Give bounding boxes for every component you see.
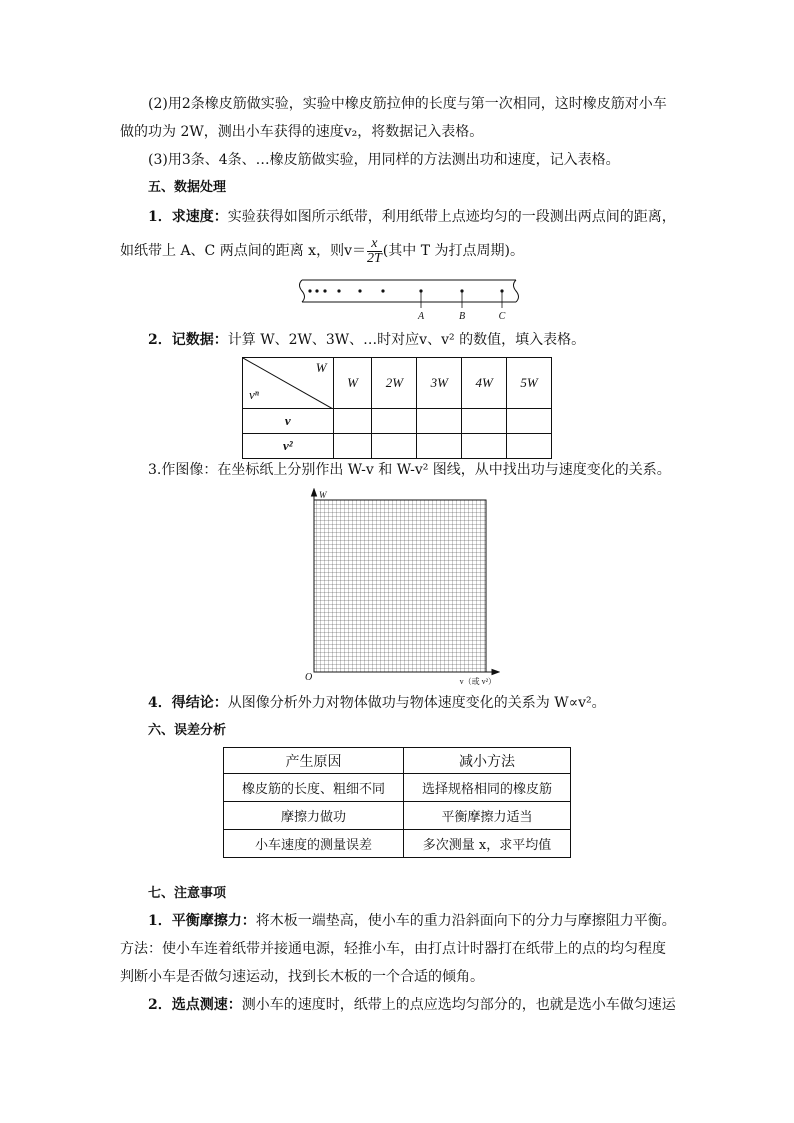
tape-dot [337,289,340,292]
error-table-cell: 选择规格相同的橡皮筋 [404,774,571,802]
error-table-cell: 平衡摩擦力适当 [404,802,571,830]
x-axis-arrow [492,670,499,675]
table-corner-cell [243,358,334,409]
corner-bottom-label: vⁿ [249,387,259,402]
p4-title: 4．得结论： [148,695,228,711]
error-table-header: 产生原因 [224,748,404,774]
notes-p1-text: 将木板一端垫高，使小车的重力沿斜面向下的分力与摩擦阻力平衡。 [255,913,676,929]
table-cell [507,409,552,434]
tape-dot [323,289,326,292]
fraction-numerator: x [367,237,382,252]
table-cell [462,434,507,459]
table-col-header: 5W [507,358,552,409]
table-cell [333,409,372,434]
fraction-denominator: 2T [366,250,382,266]
section7-heading: 七、注意事项 [148,886,227,901]
step3-text: (3)用3条、4条、…橡皮筋做实验，用同样的方法测出功和速度，记入表格。 [148,152,620,168]
step2-line2: 做的功为 2W，测出小车获得的速度v₂，将数据记入表格。 [120,124,484,140]
error-table-cell: 摩擦力做功 [224,802,404,830]
p2-line [148,330,585,350]
y-axis-arrow [312,489,317,496]
notes-p2-text: 测小车的速度时，纸带上的点应选均匀部分的，也就是选小车做匀速运 [241,997,676,1013]
tape-dot [381,289,384,292]
p1-line2-b: (其中 T 为打点周期)。 [382,243,524,259]
table-cell [372,434,417,459]
p2-text: 计算 W、2W、3W、…时对应v、v² 的数值，填入表格。 [227,332,586,348]
table-col-header: 2W [372,358,417,409]
table-col-header: 3W [417,358,462,409]
p4-line [148,693,606,713]
velocity-fraction [367,237,382,266]
table-cell [372,409,417,434]
p1-line2 [120,236,524,266]
tape-left-edge [300,280,305,302]
table-col-header: W [333,358,372,409]
tape-dot [308,289,311,292]
error-analysis-table [223,747,571,858]
notes-p1-line1 [148,911,676,931]
error-table-cell: 小车速度的测量误差 [224,830,404,858]
p3-text: 3.作图像：在坐标纸上分别作出 W-v 和 W-v² 图线，从中找出功与速度变化的关系。 [148,462,671,478]
notes-p2-title: 2．选点测速： [148,997,242,1013]
graph-x-label: v（或 v²） [459,677,496,686]
tape-label-b: B [458,311,466,322]
table-cell [417,409,462,434]
p1-line2-a: 如纸带上 A、C 两点间的距离 x，则v＝ [120,243,366,259]
tape-label-a: A [417,311,425,322]
error-table-cell: 多次测量 x，求平均值 [404,830,571,858]
notes-p2-line1 [148,995,676,1015]
section5-heading: 五、数据处理 [148,180,227,195]
table-cell [507,434,552,459]
table-cell [417,434,462,459]
notes-p1-line3: 判断小车是否做匀速运动，找到长木板的一个合适的倾角。 [120,969,484,985]
tape-dot [315,289,318,292]
tape-right-edge [514,280,519,302]
step2-line1: (2)用2条橡皮筋做实验，实验中橡皮筋拉伸的长度与第一次相同，这时橡皮筋对小车 [148,96,667,112]
data-table [242,357,552,459]
tape-label-c: C [498,311,506,322]
table-row-label: v² [243,434,334,459]
tape-dot [358,289,361,292]
p1-text: 实验获得如图所示纸带，利用纸带上点迹均匀的一段测出两点间的距离， [227,209,676,225]
p2-title: 2．记数据： [148,332,228,348]
error-table-cell: 橡皮筋的长度、粗细不同 [224,774,404,802]
corner-top-label: W [315,360,327,375]
graph-y-label: W [319,490,327,500]
table-cell [333,434,372,459]
grid-area [314,500,486,672]
p4-text: 从图像分析外力对物体做功与物体速度变化的关系为 W∝v²。 [227,695,606,711]
table-cell [462,409,507,434]
p1-line1 [148,207,676,227]
table-row-label: v [243,409,334,434]
error-table-header: 减小方法 [404,748,571,774]
p1-title: 1．求速度： [148,209,228,225]
paper-tape-figure [294,272,526,322]
table-col-header: 4W [462,358,507,409]
section6-heading: 六、误差分析 [148,723,227,738]
graph-paper-figure [300,488,500,688]
notes-p1-title: 1．平衡摩擦力： [148,913,256,929]
notes-p1-line2: 方法：使小车连着纸带并接通电源，轻推小车，由打点计时器打在纸带上的点的均匀程度 [120,941,666,957]
graph-origin: O [305,672,313,683]
